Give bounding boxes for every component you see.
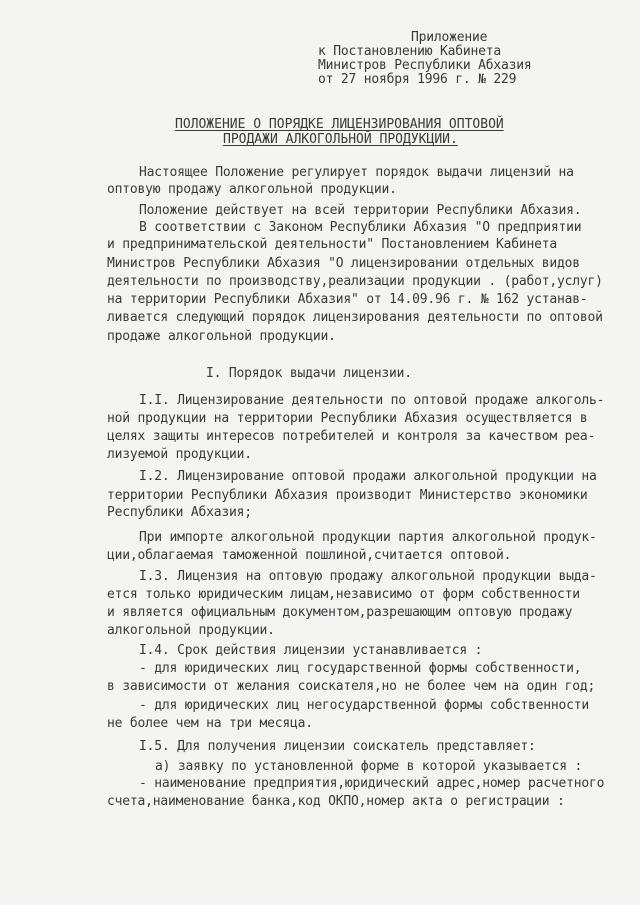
paragraph-line: лизуемой продукции.: [107, 447, 252, 462]
paragraph-line: I.5. Для получения лицензии соискатель представляет:: [139, 739, 536, 754]
section-heading: I. Порядок выдачи лицензии.: [206, 366, 412, 381]
paragraph-line: Республики Абхазия;: [107, 505, 252, 520]
paragraph-line: - наименование предприятия,юридический адрес,номер расчетного: [139, 776, 605, 791]
appendix-label: Приложение: [411, 30, 488, 45]
appendix-line: от 27 ноября 1996 г. № 229: [318, 72, 517, 87]
paragraph-line: - для юридических лиц государственной формы собственности,: [139, 661, 582, 676]
paragraph-line: ется только юридическим лицам,независимо от форм собственности: [107, 587, 580, 602]
document-title: ПРОДАЖИ АЛКОГОЛЬНОЙ ПРОДУКЦИИ.: [223, 132, 458, 147]
paragraph-line: ной продукции на территории Республики Абхазия осуществляется в: [107, 411, 588, 426]
paragraph-line: алкогольной продукции.: [107, 623, 275, 638]
paragraph-line: I.I. Лицензирование деятельности по оптовой продаже алкоголь-: [139, 393, 605, 408]
paragraph-line: продаже алкогольной продукции.: [107, 329, 336, 344]
paragraph-line: и является официальным документом,разрешающим оптовую продажу: [107, 605, 573, 620]
paragraph-line: целях защиты интересов потребителей и контроля за качеством реа-: [107, 429, 596, 444]
paragraph-line: I.2. Лицензирование оптовой продажи алкогольной продукции на: [139, 469, 597, 484]
paragraph-line: в зависимости от желания соискателя,но не более чем на один год;: [107, 679, 596, 694]
paragraph-line: Министров Республики Абхазия "О лицензировании отдельных видов: [107, 256, 580, 271]
paragraph-line: I.4. Срок действия лицензии устанавливается :: [139, 643, 483, 658]
paragraph-line: ливается следующий порядок лицензирования деятельности по оптовой: [107, 310, 603, 325]
paragraph-line: - для юридических лиц негосударственной формы собственности: [139, 698, 589, 713]
paragraph-line: оптовую продажу алкогольной продукции.: [107, 182, 397, 197]
paragraph-line: а) заявку по установленной форме в которой указывается :: [155, 759, 583, 774]
paragraph-line: В соответствии с Законом Республики Абхазия "О предприятии: [139, 220, 582, 235]
paragraph-line: не более чем на три месяца.: [107, 716, 313, 731]
paragraph-line: ции,облагаемая таможенной пошлиной,считается оптовой.: [107, 548, 512, 563]
paragraph-line: При импорте алкогольной продукции партия алкогольной продук-: [139, 530, 597, 545]
paragraph-line: Положение действует на всей территории Республики Абхазия.: [139, 203, 582, 218]
paragraph-line: Настоящее Положение регулирует порядок выдачи лицензий на: [139, 165, 574, 180]
paragraph-line: деятельности по производству,реализации продукции . (работ,услуг): [107, 274, 603, 289]
paragraph-line: на территории Республики Абхазия" от 14.09.96 г. № 162 устанав-: [107, 292, 588, 307]
paragraph-line: счета,наименование банка,код ОКПО,номер акта о регистрации :: [107, 794, 565, 809]
appendix-line: Министров Республики Абхазия: [318, 58, 532, 73]
document-title: ПОЛОЖЕНИЕ О ПОРЯДКЕ ЛИЦЕНЗИРОВАНИЯ ОПТОВОЙ: [175, 117, 504, 132]
appendix-line: к Постановлению Кабинета: [318, 44, 502, 59]
paragraph-line: I.3. Лицензия на оптовую продажу алкогольной продукции выда-: [139, 569, 597, 584]
paragraph-line: и предпринимательской деятельности" Постановлением Кабинета: [107, 237, 557, 252]
paragraph-line: территории Республики Абхазия производит Министерство экономики: [107, 488, 588, 503]
